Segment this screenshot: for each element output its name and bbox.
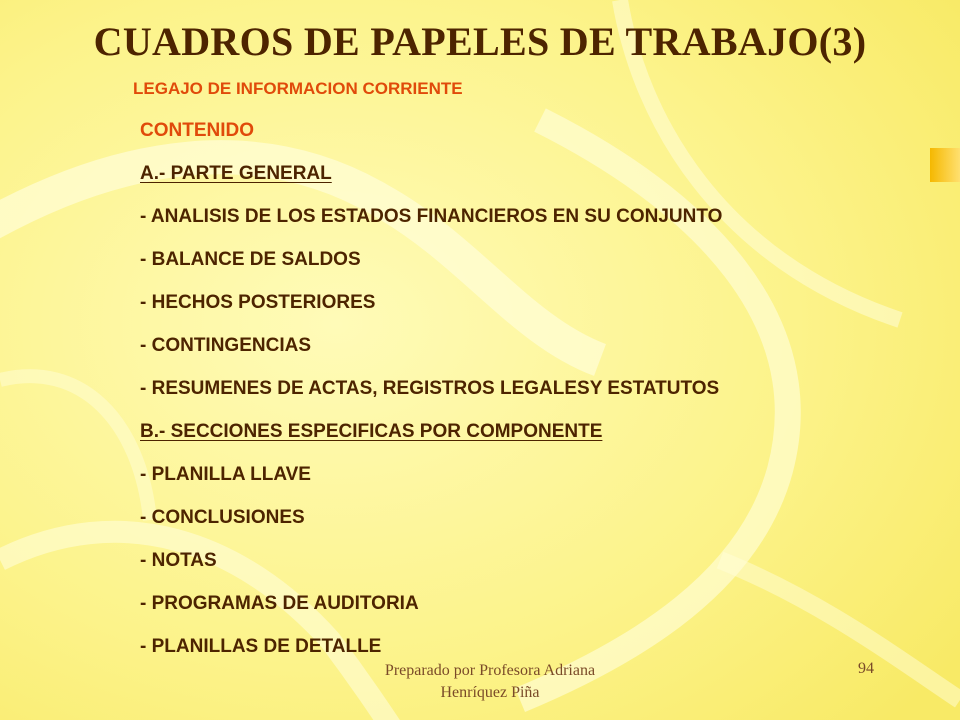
slide-title: CUADROS DE PAPELES DE TRABAJO(3)	[93, 19, 867, 64]
list-item: - CONTINGENCIAS	[140, 335, 311, 356]
list-item: - PROGRAMAS DE AUDITORIA	[140, 593, 419, 614]
list-item: - NOTAS	[140, 550, 217, 571]
footer-author	[330, 660, 650, 704]
list-item: - PLANILLAS DE DETALLE	[140, 636, 382, 657]
list-item: - ANALISIS DE LOS ESTADOS FINANCIEROS EN SU CONJUNTO	[140, 206, 723, 227]
footer-author-line1: Preparado por Profesora Adriana	[384, 662, 596, 679]
section-b-heading: B.- SECCIONES ESPECIFICAS POR COMPONENTE	[140, 421, 603, 442]
list-item: - BALANCE DE SALDOS	[140, 249, 361, 270]
list-item: - CONCLUSIONES	[140, 507, 305, 528]
list-item: - PLANILLA LLAVE	[140, 464, 311, 485]
section-a-heading: A.- PARTE GENERAL	[140, 163, 332, 184]
list-item: - RESUMENES DE ACTAS, REGISTROS LEGALESY ESTATUTOS	[140, 378, 720, 399]
side-accent-tab	[930, 148, 960, 182]
content-heading: CONTENIDO	[140, 120, 254, 141]
page-number: 94	[858, 660, 874, 677]
list-item: - HECHOS POSTERIORES	[140, 292, 376, 313]
slide-subtitle: LEGAJO DE INFORMACION CORRIENTE	[133, 79, 463, 98]
footer-author-line2: Henríquez Piña	[440, 684, 540, 701]
